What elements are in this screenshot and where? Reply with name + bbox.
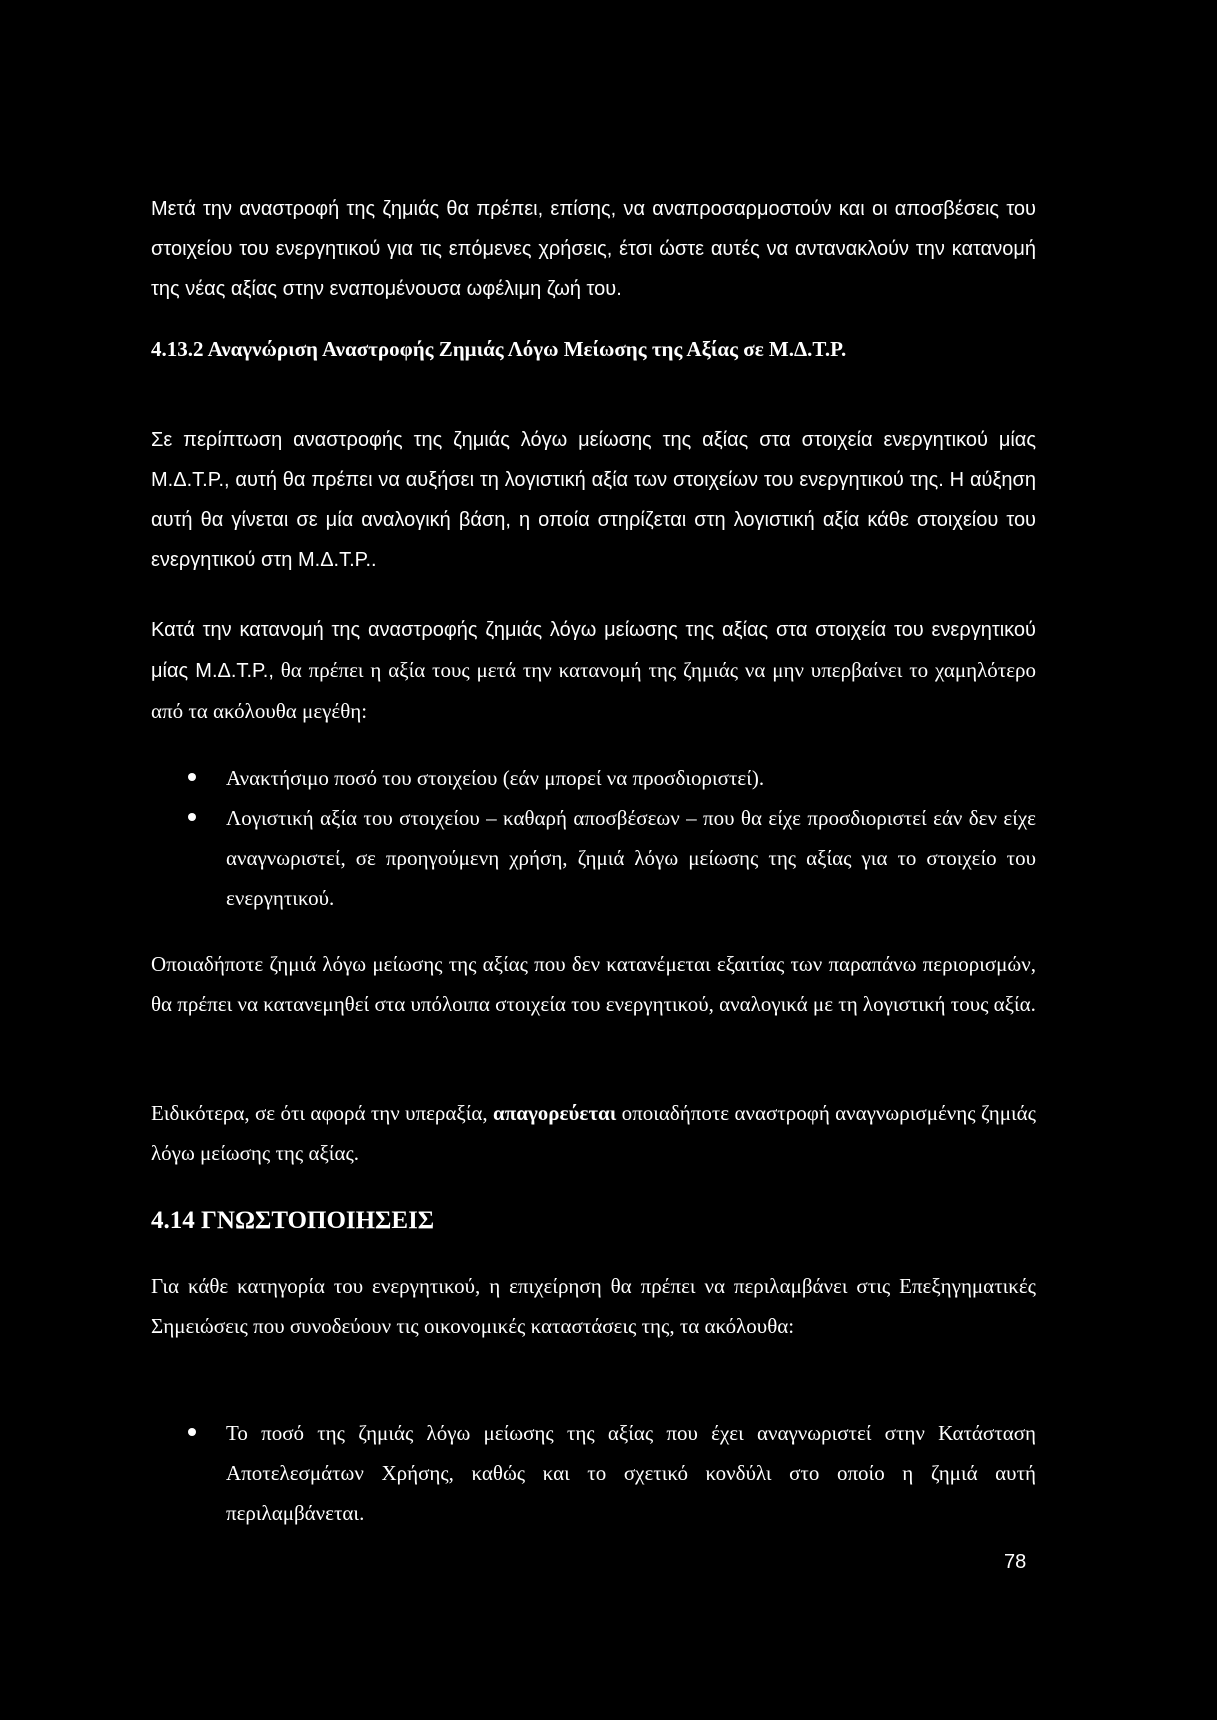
paragraph-goodwill-after: οποιαδήποτε αναστροφή αναγνωρισμένης ζημιάς λόγω μείωσης της αξίας. (151, 1101, 1036, 1165)
paragraph-reversal-allocation-part1: Κατά την κατανομή της αναστροφής ζημιάς λόγω μείωσης της αξίας στα στοιχεία του ενεργητικού μίας Μ.Δ.Τ.Ρ., (151, 619, 1036, 682)
bullet-icon (188, 1428, 196, 1436)
paragraph-goodwill-emphasis: απαγορεύεται (493, 1101, 617, 1125)
paragraph-goodwill (151, 1093, 1036, 1173)
list-item-text: Το ποσό της ζημιάς λόγω μείωσης της αξίας που έχει αναγνωριστεί στην Κατάσταση Αποτελεσμάτων Χρήσης, καθώς και το σχετικό κονδύλι στο οποίο η ζημιά αυτή περιλαμβάνεται. (226, 1421, 1036, 1525)
paragraph-disclosures: Για κάθε κατηγορία του ενεργητικού, η επιχείρηση θα πρέπει να περιλαμβάνει στις Επεξηγηματικές Σημειώσεις που συνοδεύουν τις οικονομικές καταστάσεις της, τα ακόλουθα: (151, 1274, 1036, 1338)
list-item (151, 798, 1036, 918)
list-item-text: Ανακτήσιμο ποσό του στοιχείου (εάν μπορεί να προσδιοριστεί). (226, 766, 765, 790)
page-number: 78 (1004, 1551, 1027, 1573)
disclosures-list (151, 1413, 1036, 1533)
section-heading-4-14: 4.14 ΓΝΩΣΤΟΠΟΙΗΣΕΙΣ (151, 1207, 435, 1234)
paragraph-depreciation-adjustment: Μετά την αναστροφή της ζημιάς θα πρέπει, επίσης, να αναπροσαρμοστούν και οι αποσβέσεις του στοιχείου του ενεργητικού για τις επόμενες χρήσεις, έτσι ώστε αυτές να αντανακλούν την κατανομή της νέας αξίας στην εναπομένουσα ωφέλιμη ζωή του. (151, 198, 1036, 300)
paragraph-cgu-reversal: Σε περίπτωση αναστροφής της ζημιάς λόγω μείωσης της αξίας στα στοιχεία ενεργητικού μίας Μ.Δ.Τ.Ρ., αυτή θα πρέπει να αυξήσει τη λογιστική αξία των στοιχείων του ενεργητικού της. Η αύξηση αυτή θα γίνεται σε μία αναλογική βάση, η οποία στηρίζεται στη λογιστική αξία κάθε στοιχείου του ενεργητικού στη Μ.Δ.Τ.Ρ.. (151, 429, 1036, 571)
limits-list (151, 758, 1036, 918)
paragraph-unallocated-loss: Οποιαδήποτε ζημιά λόγω μείωσης της αξίας που δεν κατανέμεται εξαιτίας των παραπάνω περιορισμών, θα πρέπει να κατανεμηθεί στα υπόλοιπα στοιχεία του ενεργητικού, αναλογικά με τη λογιστική τους αξία. (151, 952, 1036, 1016)
list-item (151, 758, 1036, 798)
list-item-text: Λογιστική αξία του στοιχείου – καθαρή αποσβέσεων – που θα είχε προσδιοριστεί εάν δεν είχε αναγνωριστεί, σε προηγούμενη χρήση, ζημιά λόγω μείωσης της αξίας για το στοιχείο του ενεργητικού. (226, 806, 1036, 910)
bullet-icon (188, 813, 196, 821)
bullet-icon (188, 773, 196, 781)
section-heading-4-13-2: 4.13.2 Αναγνώριση Αναστροφής Ζημιάς Λόγω Μείωσης της Αξίας σε Μ.Δ.Τ.Ρ. (151, 337, 847, 361)
paragraph-reversal-allocation (151, 610, 1036, 732)
paragraph-reversal-allocation-part2: θα πρέπει η αξία τους μετά την κατανομή της ζημιάς να μην υπερβαίνει το χαμηλότερο από τα ακόλουθα μεγέθη: (151, 658, 1037, 723)
paragraph-goodwill-before: Ειδικότερα, σε ότι αφορά την υπεραξία, (151, 1101, 494, 1125)
list-item (151, 1413, 1036, 1533)
